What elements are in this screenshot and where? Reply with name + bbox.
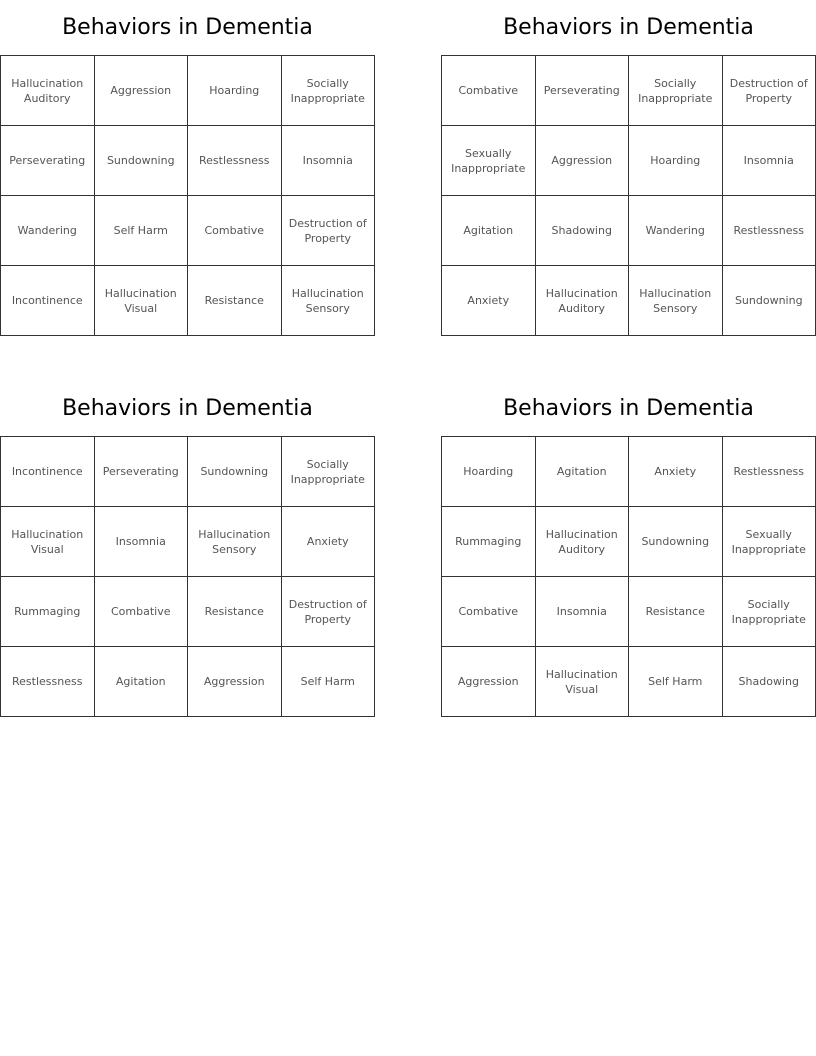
bingo-cell: Aggression [536,126,630,196]
bingo-cell: Combative [442,56,536,126]
bingo-cell: Combative [188,196,282,266]
bingo-cell: Rummaging [1,577,95,647]
bingo-grid [0,55,375,336]
bingo-cell: Perseverating [1,126,95,196]
bingo-cell: Self Harm [629,647,723,717]
card-title: Behaviors in Dementia [62,15,313,40]
bingo-cell: Socially Inappropriate [629,56,723,126]
bingo-cell: Resistance [629,577,723,647]
bingo-cell: Aggression [188,647,282,717]
bingo-cell: Self Harm [282,647,376,717]
card-title: Behaviors in Dementia [503,15,754,40]
bingo-cell: Incontinence [1,266,95,336]
bingo-cell: Wandering [629,196,723,266]
bingo-cell: Anxiety [442,266,536,336]
bingo-cell: Self Harm [95,196,189,266]
bingo-cell: Sundowning [188,437,282,507]
bingo-cell: Rummaging [442,507,536,577]
bingo-cell: Restlessness [188,126,282,196]
bingo-cell: Hoarding [442,437,536,507]
bingo-cell: Hallucination Visual [1,507,95,577]
bingo-card-4 [441,391,816,717]
bingo-cell: Restlessness [723,196,816,266]
bingo-cell: Resistance [188,577,282,647]
bingo-cell: Shadowing [536,196,630,266]
card-title: Behaviors in Dementia [503,396,754,421]
bingo-cell: Restlessness [723,437,816,507]
bingo-cell: Combative [95,577,189,647]
bingo-cell: Agitation [536,437,630,507]
bingo-cell: Wandering [1,196,95,266]
bingo-cell: Hallucination Auditory [536,507,630,577]
bingo-cell: Anxiety [629,437,723,507]
bingo-card-3 [0,391,375,717]
bingo-cell: Hallucination Auditory [1,56,95,126]
bingo-cell: Combative [442,577,536,647]
bingo-cell: Agitation [95,647,189,717]
bingo-cell: Hallucination Visual [95,266,189,336]
bingo-cell: Anxiety [282,507,376,577]
bingo-cell: Aggression [95,56,189,126]
bingo-cell: Incontinence [1,437,95,507]
bingo-cell: Socially Inappropriate [282,56,376,126]
bingo-cell: Perseverating [95,437,189,507]
bingo-cell: Restlessness [1,647,95,717]
bingo-cell: Insomnia [282,126,376,196]
bingo-cell: Socially Inappropriate [723,577,816,647]
bingo-cell: Hallucination Sensory [188,507,282,577]
bingo-cell: Insomnia [536,577,630,647]
bingo-cell: Hoarding [188,56,282,126]
bingo-cell: Destruction of Property [282,577,376,647]
bingo-cell: Sexually Inappropriate [723,507,816,577]
bingo-cell: Insomnia [723,126,816,196]
bingo-cell: Insomnia [95,507,189,577]
bingo-grid [441,55,816,336]
bingo-cell: Shadowing [723,647,816,717]
bingo-cell: Aggression [442,647,536,717]
bingo-cell: Destruction of Property [723,56,816,126]
bingo-cell: Hallucination Sensory [282,266,376,336]
bingo-cell: Hallucination Visual [536,647,630,717]
bingo-card-1 [0,10,375,336]
bingo-card-2 [441,10,816,336]
bingo-grid [441,436,816,717]
bingo-cell: Perseverating [536,56,630,126]
bingo-cell: Socially Inappropriate [282,437,376,507]
bingo-cell: Sundowning [629,507,723,577]
bingo-cell: Hallucination Auditory [536,266,630,336]
bingo-grid [0,436,375,717]
bingo-cell: Sexually Inappropriate [442,126,536,196]
bingo-cell: Hoarding [629,126,723,196]
bingo-cell: Sundowning [723,266,816,336]
bingo-cell: Sundowning [95,126,189,196]
bingo-cell: Agitation [442,196,536,266]
bingo-cell: Resistance [188,266,282,336]
card-title: Behaviors in Dementia [62,396,313,421]
bingo-cell: Hallucination Sensory [629,266,723,336]
bingo-cell: Destruction of Property [282,196,376,266]
